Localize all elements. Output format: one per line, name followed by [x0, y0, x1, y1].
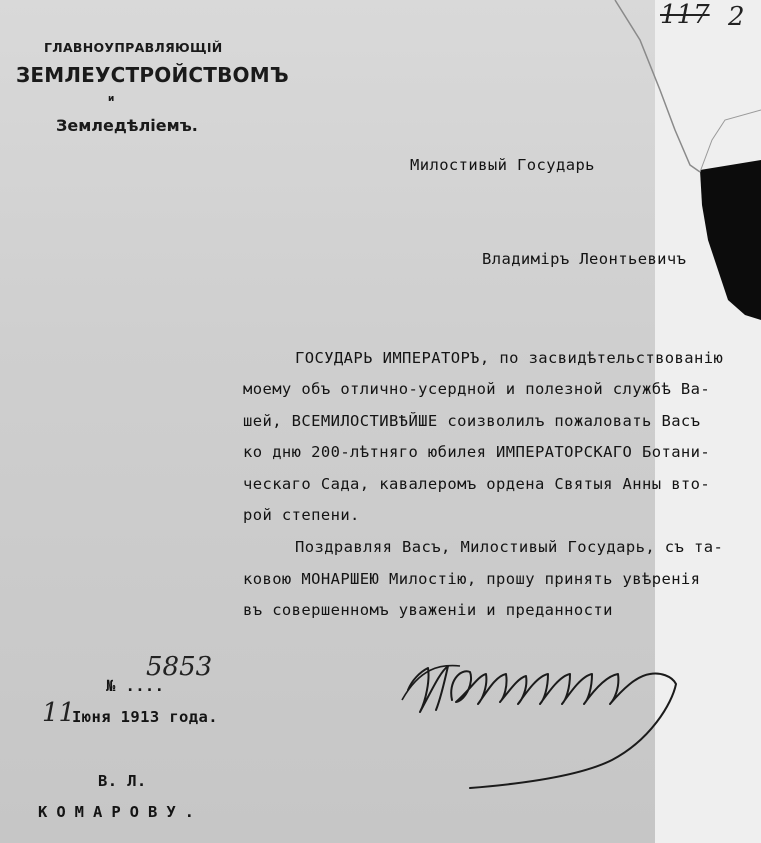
ministry-line4: Земледѣліемъ. [56, 116, 198, 135]
body-line-9: въ совершенномъ уваженіи и преданности [243, 601, 613, 619]
body-line-5: ческаго Сада, кавалеромъ ордена Святыя Анны вто- [243, 475, 711, 493]
salutation-line2: Владиміръ Леонтьевичъ [482, 250, 687, 268]
addressee-initials: В. Л. [98, 772, 147, 790]
archive-number: 2 [728, 2, 745, 32]
outgoing-number-value: 5853 [146, 652, 213, 682]
body-line-6: рой степени. [243, 506, 360, 524]
salutation-line1: Милостивый Государь [410, 156, 595, 174]
body-line-7: Поздравляя Васъ, Милостивый Государь, съ та- [295, 538, 724, 556]
ministry-line1: ГЛАВНОУПРАВЛЯЮЩІЙ [44, 40, 223, 55]
addressee-name: КОМАРОВУ. [38, 803, 203, 821]
ministry-line2: ЗЕМЛЕУСТРОЙСТВОМЪ [16, 63, 289, 87]
archive-number-struck: 117 [660, 0, 710, 30]
body-line-1: ГОСУДАРЬ ИМПЕРАТОРЪ, по засвидѣтельствованію [295, 349, 724, 367]
outgoing-number-prefix: № .... [106, 677, 165, 695]
date-day: 11 [42, 698, 76, 728]
ministry-line3: и [108, 94, 115, 104]
body-line-2: моему объ отлично-усердной и полезной службѣ Ва- [243, 380, 711, 398]
body-line-4: ко дню 200-лѣтняго юбилея ИМПЕРАТОРСКАГО Ботани- [243, 443, 711, 461]
body-line-3: шей, ВСЕМИЛОСТИВѢЙШЕ соизволилъ пожаловать Васъ [243, 412, 701, 430]
date-text: Іюня 1913 года. [72, 708, 218, 726]
body-line-8: ковою МОНАРШЕЮ Милостію, прошу принять увѣренія [243, 570, 701, 588]
